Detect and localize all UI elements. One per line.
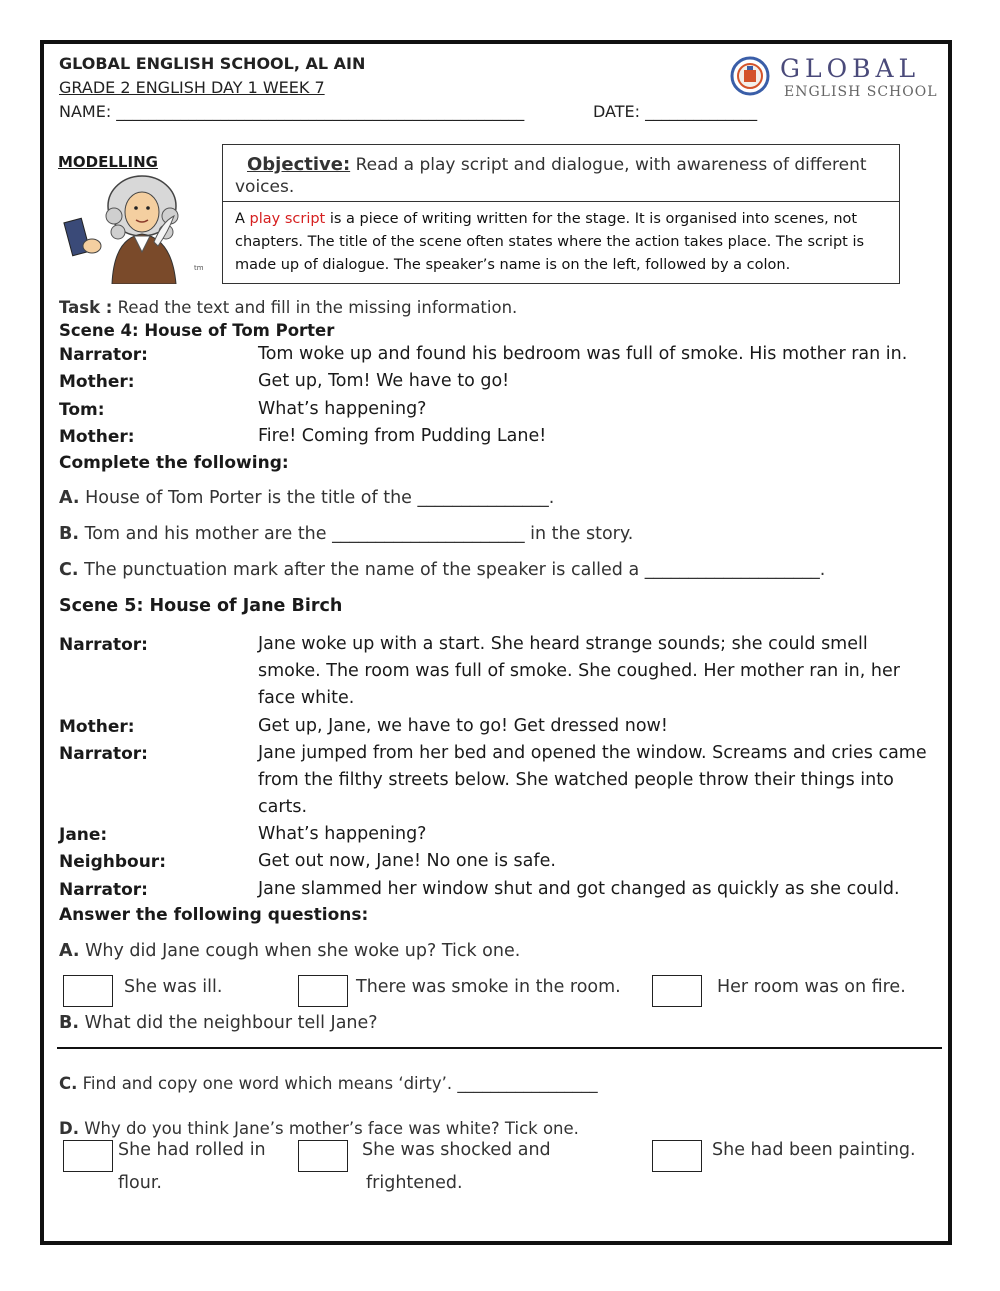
question-d (59, 1119, 579, 1138)
complete-item-c[interactable] (59, 560, 825, 580)
question-letter: A. (59, 941, 80, 961)
logo-subtitle: ENGLISH SCHOOL (784, 84, 938, 100)
name-field[interactable]: NAME: ___________________________________________________ (59, 102, 525, 121)
answer-heading: Answer the following questions: (59, 905, 369, 925)
item-text: The punctuation mark after the name of the speaker is called a ____________________. (84, 560, 826, 580)
question-a (59, 941, 520, 961)
modelling-label: MODELLING (58, 153, 158, 171)
definition-post: is a piece of writing written for the stage. It is organised into scenes, not chapters. The title of the scene often states where the action takes place. The script is made up of dialogue. The speaker’s name is on the left, followed by a colon. (235, 211, 865, 273)
tick-box-a3[interactable] (652, 975, 702, 1007)
question-letter: C. (59, 1074, 78, 1093)
scene5-speaker-3: Narrator: (59, 744, 148, 764)
question-letter: D. (59, 1119, 79, 1138)
scene5-speaker-1: Narrator: (59, 635, 148, 655)
scene5-speaker-2: Mother: (59, 717, 135, 737)
task-line (59, 298, 517, 317)
shakespeare-writer-icon (62, 172, 208, 284)
objective-box (222, 144, 900, 284)
scene4-line-3: What’s happening? (258, 399, 427, 419)
option-a2: There was smoke in the room. (356, 977, 621, 997)
scene4-speaker-3: Tom: (59, 400, 105, 420)
option-d2-line1: She was shocked and (362, 1140, 551, 1160)
option-d1-line2: flour. (118, 1173, 162, 1193)
scene5-line-4: What’s happening? (258, 824, 427, 844)
question-text: Find and copy one word which means ‘dirty’. _________________ (82, 1074, 598, 1093)
scene5-line-5: Get out now, Jane! No one is safe. (258, 851, 556, 871)
tick-box-d2[interactable] (298, 1140, 348, 1172)
date-field[interactable]: DATE: ______________ (593, 102, 758, 121)
tick-box-d3[interactable] (652, 1140, 702, 1172)
scene4-speaker-4: Mother: (59, 427, 135, 447)
school-crest-icon (730, 56, 770, 96)
option-d1-line1: She had rolled in (118, 1140, 266, 1160)
tick-box-a2[interactable] (298, 975, 348, 1007)
scene5-title: Scene 5: House of Jane Birch (59, 596, 343, 616)
question-letter: B. (59, 1013, 79, 1033)
scene5-line-1: Jane woke up with a start. She heard strange sounds; she could smell smoke. The room was full of smoke. She coughed. Her mother ran in, her face white. (258, 634, 900, 708)
question-text: Why do you think Jane’s mother’s face was white? Tick one. (84, 1119, 579, 1138)
option-d3-line1: She had been painting. (712, 1140, 916, 1160)
tick-box-a1[interactable] (63, 975, 113, 1007)
option-d2-line2: frightened. (366, 1173, 463, 1193)
item-letter: A. (59, 488, 80, 508)
question-text: What did the neighbour tell Jane? (84, 1013, 378, 1033)
question-b (59, 1013, 378, 1033)
scene5-line-6: Jane slammed her window shut and got changed as quickly as she could. (258, 879, 900, 899)
option-a1: She was ill. (124, 977, 223, 997)
item-letter: C. (59, 560, 79, 580)
grade-line: GRADE 2 ENGLISH DAY 1 WEEK 7 (59, 78, 325, 97)
scene5-speaker-4: Jane: (59, 825, 108, 845)
definition-term: play script (249, 211, 326, 227)
task-text: Read the text and fill in the missing information. (117, 298, 518, 317)
item-text: House of Tom Porter is the title of the _______________. (85, 488, 555, 508)
logo-title: GLOBAL (780, 54, 921, 83)
question-c[interactable] (59, 1074, 598, 1093)
objective-text (235, 154, 885, 198)
scene5-speaker-5: Neighbour: (59, 852, 166, 872)
scene5-line-3: Jane jumped from her bed and opened the window. Screams and cries came from the filthy streets below. She watched people throw their things into carts. (258, 743, 927, 817)
tick-box-d1[interactable] (63, 1140, 113, 1172)
scene4-speaker-1: Narrator: (59, 345, 148, 365)
play-script-definition (235, 208, 891, 277)
complete-item-a[interactable] (59, 488, 554, 508)
scene4-line-1: Tom woke up and found his bedroom was full of smoke. His mother ran in. (258, 344, 908, 364)
option-a3: Her room was on fire. (717, 977, 906, 997)
complete-heading: Complete the following: (59, 453, 289, 473)
objective-body: Read a play script and dialogue, with awareness of different voices. (235, 155, 867, 197)
scene4-title: Scene 4: House of Tom Porter (59, 321, 335, 340)
question-text: Why did Jane cough when she woke up? Tick one. (85, 941, 521, 961)
scene4-line-2: Get up, Tom! We have to go! (258, 371, 510, 391)
scene4-line-4: Fire! Coming from Pudding Lane! (258, 426, 547, 446)
complete-item-b[interactable] (59, 524, 633, 544)
scene5-line-2: Get up, Jane, we have to go! Get dressed now! (258, 716, 668, 736)
scene4-speaker-2: Mother: (59, 372, 135, 392)
item-letter: B. (59, 524, 79, 544)
school-name: GLOBAL ENGLISH SCHOOL, AL AIN (59, 54, 366, 73)
svg-text:tm: tm (194, 264, 204, 272)
task-label: Task : (59, 298, 113, 317)
definition-pre: A (235, 211, 250, 227)
scene5-speaker-6: Narrator: (59, 880, 148, 900)
answer-line-b[interactable] (57, 1047, 942, 1049)
item-text: Tom and his mother are the ______________________ in the story. (84, 524, 634, 544)
objective-label: Objective: (247, 154, 351, 175)
